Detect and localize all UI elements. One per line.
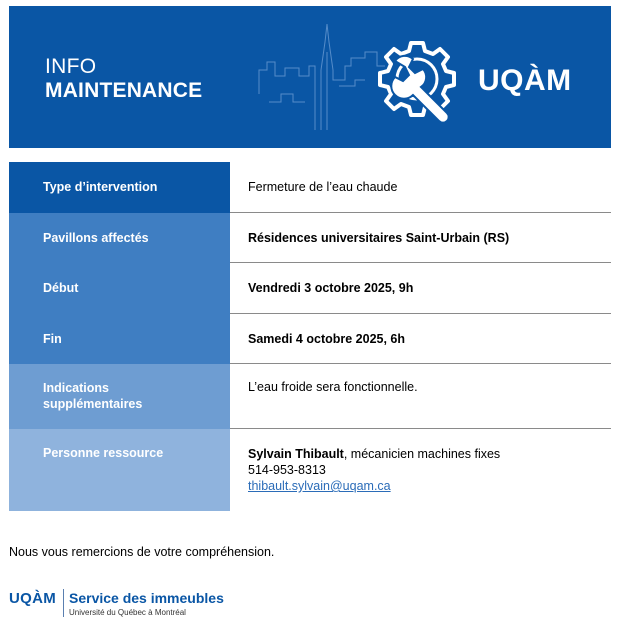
footer-university-name: Université du Québec à Montréal <box>69 608 186 617</box>
value-fin: Samedi 4 octobre 2025, 6h <box>248 332 406 346</box>
value-cell <box>230 364 611 429</box>
label-type-intervention: Type d’intervention <box>9 162 230 213</box>
contact-phone: 514-953-8313 <box>248 463 326 477</box>
label-indications <box>9 364 230 429</box>
gear-wrench-icon <box>380 43 454 123</box>
thanks-message: Nous vous remercions de votre compréhension. <box>9 545 275 559</box>
label-fin: Fin <box>9 314 230 364</box>
value-cell <box>230 314 611 364</box>
row-pavillons <box>9 213 611 263</box>
label-personne-ressource: Personne ressource <box>9 429 230 511</box>
row-fin <box>9 314 611 364</box>
footer-service-name: Service des immeubles <box>69 590 224 606</box>
row-indications <box>9 364 611 429</box>
contact-name: Sylvain Thibault <box>248 447 344 461</box>
value-indications: L’eau froide sera fonctionnelle. <box>248 380 418 394</box>
contact-line <box>248 446 500 462</box>
row-type-intervention <box>9 162 611 213</box>
banner-title-info: INFO <box>45 55 97 78</box>
footer-uqam-logo: UQÀM <box>9 590 57 607</box>
label-indications-line2: supplémentaires <box>43 397 143 411</box>
contact-email-link[interactable]: thibault.sylvain@uqam.ca <box>248 479 391 493</box>
value-cell <box>230 213 611 263</box>
value-type-intervention: Fermeture de l’eau chaude <box>248 180 398 194</box>
value-cell <box>230 263 611 314</box>
header-banner <box>9 6 611 148</box>
value-cell <box>230 429 611 511</box>
contact-block <box>248 446 500 494</box>
row-personne-ressource <box>9 429 611 511</box>
row-debut <box>9 263 611 314</box>
contact-role: , mécanicien machines fixes <box>343 447 501 461</box>
banner-title-maintenance: MAINTENANCE <box>45 79 203 102</box>
value-pavillons: Résidences universitaires Saint-Urbain (RS) <box>248 231 510 245</box>
value-debut: Vendredi 3 octobre 2025, 9h <box>248 281 414 295</box>
footer-divider <box>63 589 64 617</box>
label-pavillons: Pavillons affectés <box>9 213 230 263</box>
value-cell <box>230 162 611 213</box>
label-indications-line1: Indications <box>43 381 109 395</box>
uqam-logo: UQÀM <box>478 64 572 97</box>
label-debut: Début <box>9 263 230 314</box>
